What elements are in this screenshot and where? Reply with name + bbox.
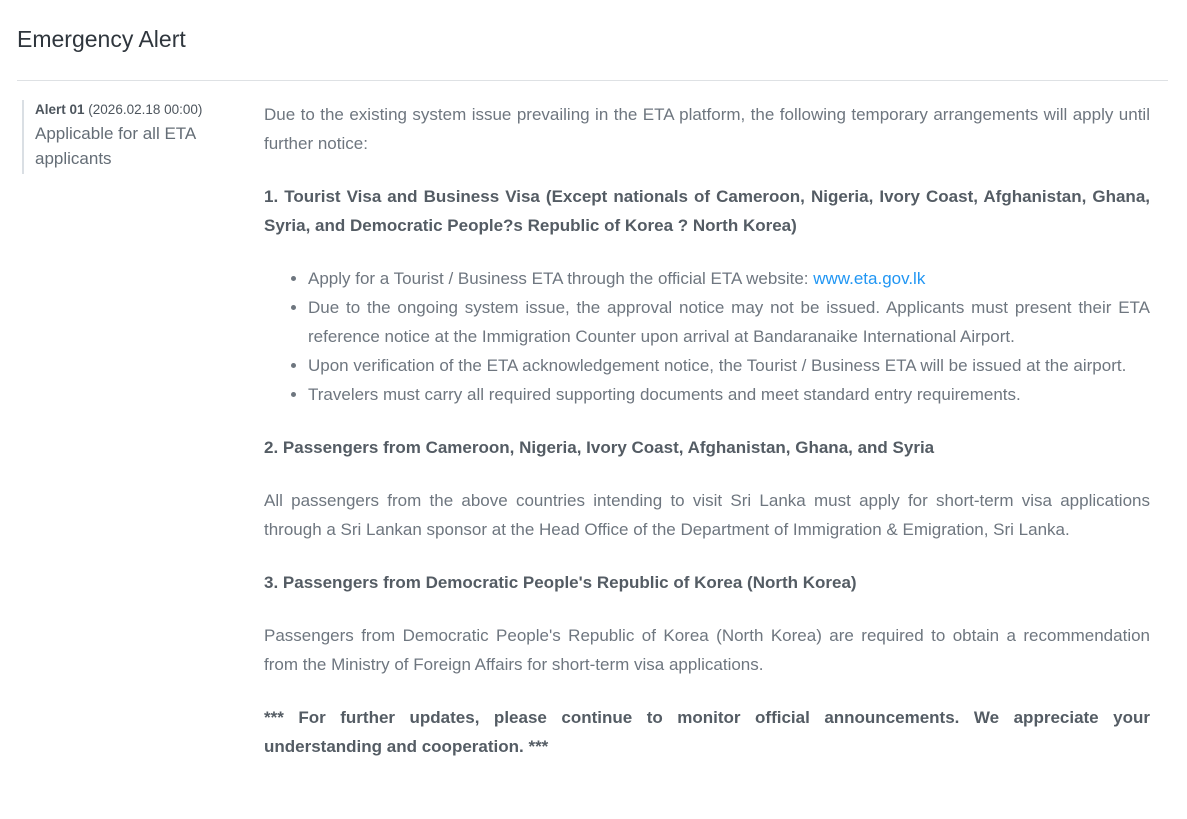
- section3-paragraph: Passengers from Democratic People's Republic of Korea (North Korea) are required to obtain a recommendation from the Ministry of Foreign Affairs for short-term visa applications.: [264, 626, 1150, 674]
- section3-heading: 3. Passengers from Democratic People's Republic of Korea (North Korea): [264, 573, 857, 592]
- list-item: [308, 264, 1150, 293]
- alert-meta-line: [35, 101, 264, 119]
- alert-timestamp: (2026.02.18 00:00): [88, 102, 203, 117]
- bullet1-text: Apply for a Tourist / Business ETA through the official ETA website:: [308, 269, 814, 288]
- section1-bullet-list: [264, 264, 1150, 409]
- section2-heading: 2. Passengers from Cameroon, Nigeria, Ivory Coast, Afghanistan, Ghana, and Syria: [264, 438, 935, 457]
- list-item: • Due to the ongoing system issue, the approval notice may not be issued. Applicants must present their ETA reference notice at the Immigration Counter upon arrival at Bandaranaike International Airport.: [308, 293, 1150, 351]
- list-item: • Upon verification of the ETA acknowledgement notice, the Tourist / Business ETA will be issued at the airport.: [308, 351, 1150, 380]
- intro-paragraph: Due to the existing system issue prevailing in the ETA platform, the following temporary arrangements will apply until further notice:: [264, 105, 1150, 153]
- footer-note: *** For further updates, please continue to monitor official announcements. We appreciate your understanding and cooperation. ***: [264, 708, 1150, 756]
- content-row: [17, 100, 1168, 785]
- alert-applicability: Applicable for all ETA applicants: [35, 124, 196, 168]
- alert-number-label: Alert 01: [35, 102, 85, 117]
- alert-meta-block: [22, 100, 264, 174]
- list-item: • Travelers must carry all required supporting documents and meet standard entry requirements.: [308, 380, 1150, 409]
- title-divider: [17, 80, 1168, 81]
- section1-heading: 1. Tourist Visa and Business Visa (Except nationals of Cameroon, Nigeria, Ivory Coast, Afghanistan, Ghana, Syria, and Democratic People?s Republic of Korea ? North Korea): [264, 187, 1150, 235]
- section2-paragraph: All passengers from the above countries intending to visit Sri Lanka must apply for short-term visa applications through a Sri Lankan sponsor at the Head Office of the Department of Immigration & Emigration, Sri Lanka.: [264, 491, 1150, 539]
- page-title: Emergency Alert: [17, 26, 186, 52]
- alert-sidebar: [17, 100, 264, 174]
- alert-body: [264, 100, 1168, 785]
- eta-website-link[interactable]: www.eta.gov.lk: [813, 269, 926, 288]
